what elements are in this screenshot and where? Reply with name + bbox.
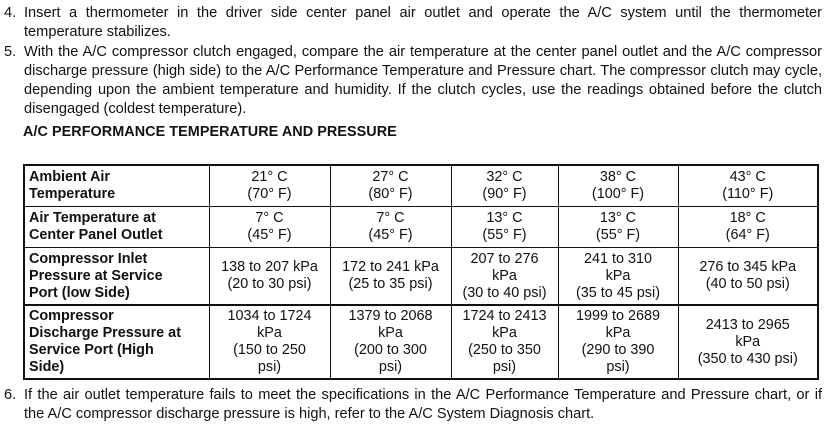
table-row <box>24 305 818 379</box>
table-cell: 172 to 241 kPa (25 to 35 psi) <box>330 248 451 306</box>
table-cell: 27° C (80° F) <box>330 165 451 207</box>
table-row <box>24 207 818 248</box>
step-number: 4. <box>4 5 17 21</box>
table-cell: 13° C (55° F) <box>558 207 678 248</box>
table-cell: 43° C (110° F) <box>678 165 818 207</box>
table-cell: 7° C (45° F) <box>330 207 451 248</box>
step-text: Insert a thermometer in the driver side center panel air outlet and operate the A/C system until the thermometer temperature stabilizes. <box>24 5 822 40</box>
row-header-compressor-discharge-pressure: Compressor Discharge Pressure at Service Port (High Side) <box>24 305 209 379</box>
table-cell: 1724 to 2413 kPa (250 to 350 psi) <box>451 305 558 379</box>
table-cell: 241 to 310 kPa (35 to 45 psi) <box>558 248 678 306</box>
table-cell: 276 to 345 kPa (40 to 50 psi) <box>678 248 818 306</box>
step-6 <box>0 386 822 424</box>
table-cell: 1034 to 1724 kPa (150 to 250 psi) <box>209 305 330 379</box>
table-cell: 21° C (70° F) <box>209 165 330 207</box>
table-cell: 1999 to 2689 kPa (290 to 390 psi) <box>558 305 678 379</box>
table-row <box>24 248 818 306</box>
table-cell: 32° C (90° F) <box>451 165 558 207</box>
table-cell: 18° C (64° F) <box>678 207 818 248</box>
performance-table <box>23 164 819 380</box>
table-cell: 13° C (55° F) <box>451 207 558 248</box>
row-header-compressor-inlet-pressure: Compressor Inlet Pressure at Service Port (low Side) <box>24 248 209 306</box>
table-cell: 7° C (45° F) <box>209 207 330 248</box>
table-cell: 207 to 276 kPa (30 to 40 psi) <box>451 248 558 306</box>
row-header-air-temperature-center-panel: Air Temperature at Center Panel Outlet <box>24 207 209 248</box>
table-cell: 138 to 207 kPa (20 to 30 psi) <box>209 248 330 306</box>
step-text: With the A/C compressor clutch engaged, compare the air temperature at the center panel outlet and the A/C compressor discharge pressure (high side) to the A/C Performance Temperature and Pressure chart. The compressor clutch may cycle, depending upon the ambient temperature and humidity. If the clutch cycles, use the readings obtained before the clutch disengaged (coldest temperature). <box>24 44 822 117</box>
table-cell: 38° C (100° F) <box>558 165 678 207</box>
step-5 <box>0 43 822 119</box>
step-text: If the air outlet temperature fails to meet the specifications in the A/C Performance Temperature and Pressure chart, or if the A/C compressor discharge pressure is high, refer to the A/C System Diagnosis chart. <box>24 387 822 422</box>
table-cell: 1379 to 2068 kPa (200 to 300 psi) <box>330 305 451 379</box>
table-cell: 2413 to 2965 kPa (350 to 430 psi) <box>678 305 818 379</box>
step-number: 5. <box>4 44 17 60</box>
step-4 <box>0 4 822 42</box>
table-title: A/C PERFORMANCE TEMPERATURE AND PRESSURE <box>23 124 397 140</box>
step-number: 6. <box>4 387 17 403</box>
row-header-ambient-air-temperature: Ambient Air Temperature <box>24 165 209 207</box>
table-row <box>24 165 818 207</box>
